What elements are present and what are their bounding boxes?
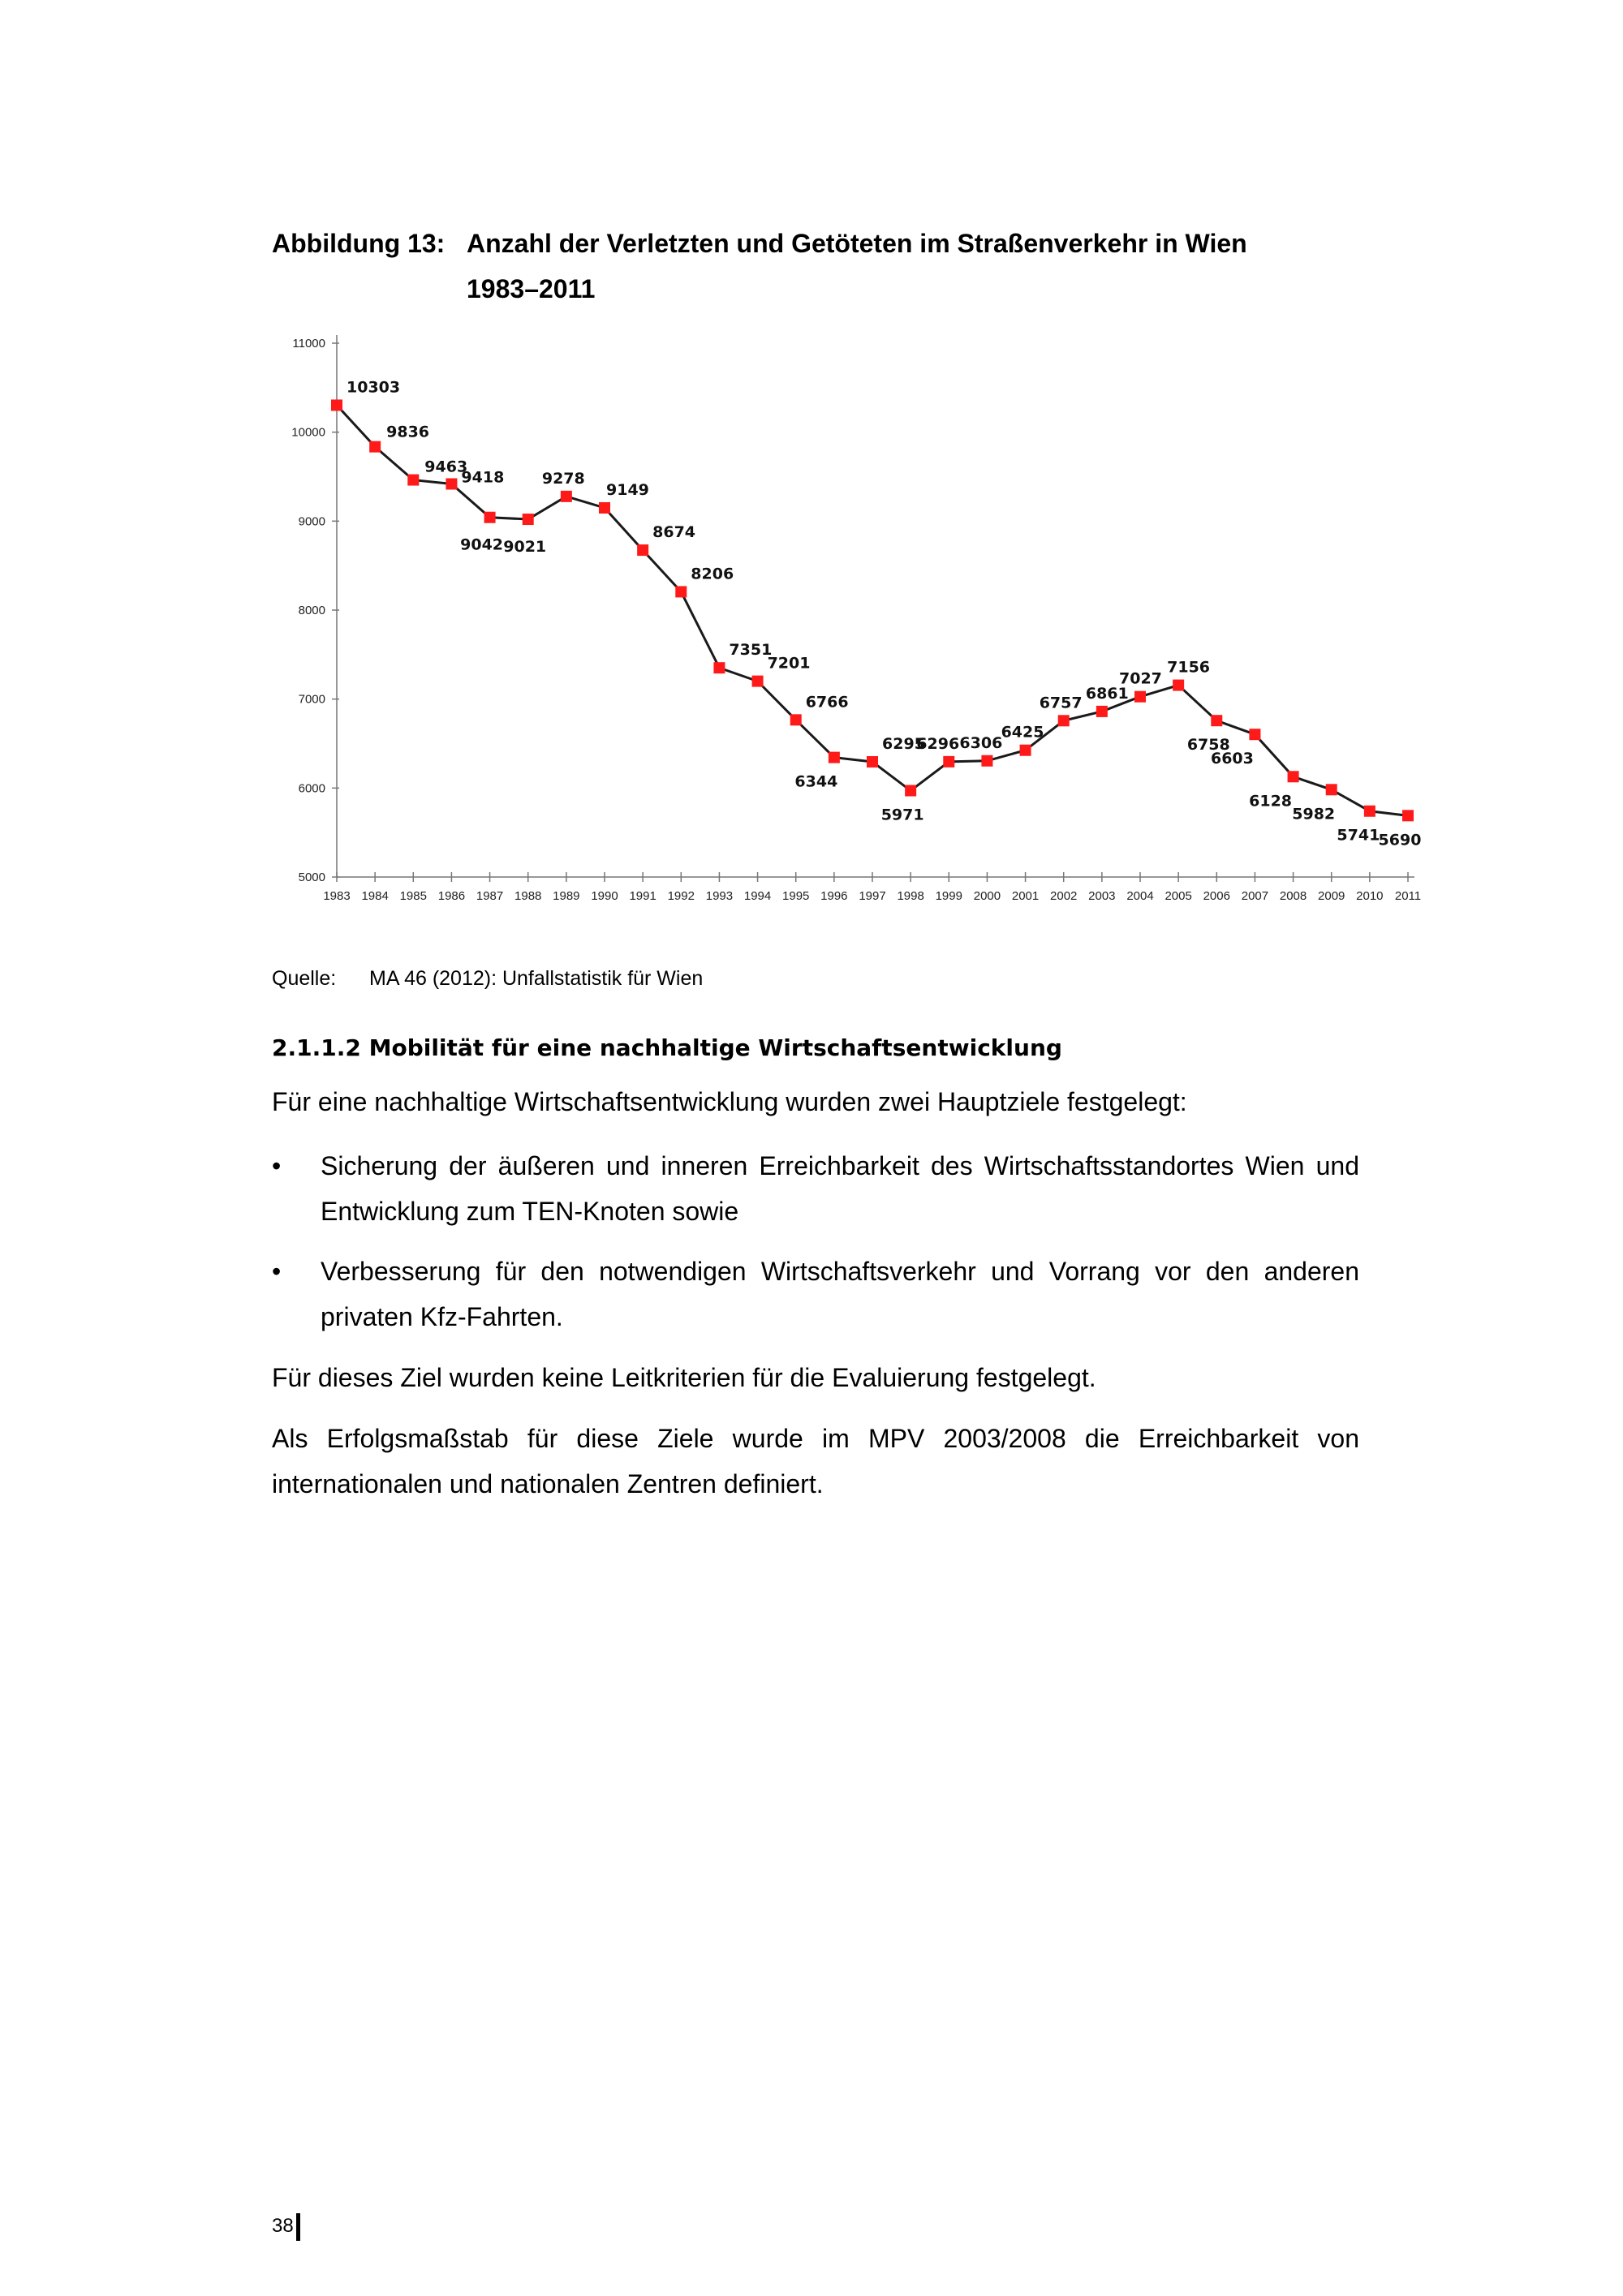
section-heading: 2.1.1.2 Mobilität für eine nachhaltige Wirtschaftsentwicklung [272,1034,1062,1061]
line-chart [276,315,1436,915]
data-label: 5741 [1337,826,1380,845]
x-tick-label: 2008 [1279,889,1307,903]
data-point [523,514,534,525]
data-label: 6757 [1039,694,1083,712]
data-point [675,586,687,597]
paragraph: Als Erfolgsmaßstab für diese Ziele wurde im MPV 2003/2008 die Erreichbarkeit von internationalen und nationalen Zentren definiert. [272,1424,1359,1498]
data-point [331,399,342,411]
data-label: 8674 [652,523,696,542]
data-label: 10303 [347,378,401,397]
data-label: 9418 [461,468,505,487]
y-tick-label: 10000 [291,425,325,440]
data-label: 6425 [1001,723,1044,742]
x-tick-label: 1985 [399,889,427,903]
bullet-dot-icon: • [272,1257,282,1286]
data-point [369,441,381,453]
bullet-text: Sicherung der äußeren und inneren Erreichbarkeit des Wirtschaftsstandortes Wien und Entwicklung zum TEN-Knoten sowie [321,1151,1359,1226]
x-tick-label: 1990 [591,889,618,903]
y-tick-label: 9000 [298,514,325,529]
data-point [637,544,648,556]
x-tick-label: 1983 [323,889,351,903]
data-point [905,785,916,797]
data-label: 6306 [959,733,1003,752]
page-number: 38 [272,2215,294,2237]
x-tick-label: 1989 [553,889,580,903]
x-tick-label: 1995 [782,889,810,903]
x-tick-label: 1993 [705,889,734,903]
bullet-text: Verbesserung für den notwendigen Wirtschaftsverkehr und Vorrang vor den anderen privaten Kfz-Fahrten. [321,1257,1359,1331]
x-tick-label: 1984 [361,889,389,903]
x-tick-label: 2000 [973,889,1001,903]
x-tick-label: 2004 [1126,889,1154,903]
data-label: 6128 [1249,792,1293,810]
data-point [1020,745,1031,756]
data-point [943,756,954,767]
data-point [713,662,725,673]
figure-source [272,967,703,991]
page-number-bar [296,2213,300,2241]
data-label: 7156 [1167,658,1211,677]
figure-title-line2: 1983–2011 [467,274,596,303]
x-tick-label: 1997 [859,889,886,903]
data-point [752,676,764,687]
x-tick-label: 1986 [437,889,466,903]
data-label: 9278 [541,469,585,488]
data-point [1326,784,1337,795]
data-point [981,755,992,767]
data-point [1058,715,1070,726]
data-label: 6295 [882,734,925,753]
data-label: 6344 [794,772,838,791]
data-point [446,478,457,489]
x-tick-label: 1994 [743,889,772,903]
figure-label: Abbildung 13: [272,229,446,258]
x-tick-label: 2009 [1318,889,1345,903]
data-point [1096,706,1108,717]
x-tick-label: 2011 [1394,889,1422,903]
data-label: 6861 [1085,684,1129,703]
data-point [1211,715,1222,726]
bullet-item [272,1143,1359,1234]
y-tick-label: 11000 [292,337,325,350]
x-tick-label: 2002 [1050,889,1078,903]
data-label: 9463 [424,458,468,476]
data-point [829,752,840,763]
data-point [790,714,802,725]
y-tick-label: 5000 [298,871,325,884]
source-label: Quelle: [272,967,337,990]
bullet-item [272,1249,1359,1339]
data-label: 9021 [503,538,547,557]
data-label: 7351 [729,641,773,660]
data-label: 8206 [691,565,734,583]
data-point [1288,771,1299,782]
x-tick-label: 1992 [667,889,695,903]
x-tick-label: 1998 [897,889,924,903]
x-tick-label: 1999 [935,889,962,903]
data-point [1173,680,1184,691]
data-label: 6603 [1210,750,1254,768]
x-tick-label: 1991 [629,889,657,903]
bullet-dot-icon: • [272,1151,282,1180]
data-point [561,491,572,502]
data-point [484,512,496,523]
y-tick-label: 7000 [298,692,325,707]
data-label: 6758 [1186,736,1230,755]
figure-title [272,221,1247,312]
data-point [1364,806,1375,817]
x-tick-label: 1987 [476,889,504,903]
x-tick-label: 2005 [1165,889,1192,903]
source-text: MA 46 (2012): Unfallstatistik für Wien [369,967,704,990]
x-tick-label: 2001 [1011,889,1040,903]
data-point [599,502,610,514]
data-label: 9042 [460,535,504,554]
data-label: 9836 [386,423,430,441]
data-label: 6766 [805,693,849,712]
data-point [1249,729,1260,740]
x-tick-label: 2006 [1203,889,1230,903]
data-label: 5971 [880,806,924,824]
y-tick-label: 6000 [298,781,325,796]
data-point [1134,691,1146,703]
data-label: 5690 [1378,831,1422,849]
paragraph: Für dieses Ziel wurden keine Leitkriterien für die Evaluierung festgelegt. [272,1363,1096,1392]
data-label: 6296 [916,734,960,753]
data-label: 9149 [606,480,649,499]
data-label: 7027 [1119,669,1162,688]
y-tick-label: 8000 [298,604,325,617]
data-point [407,475,419,486]
x-tick-label: 2003 [1088,889,1116,903]
x-tick-label: 1996 [820,889,848,903]
figure-title-line1: Anzahl der Verletzten und Getöteten im Straßenverkehr in Wien [467,229,1247,258]
data-point [867,756,878,767]
data-label: 5982 [1292,805,1336,823]
data-point [1402,810,1414,821]
x-tick-label: 2007 [1241,889,1269,903]
x-tick-label: 1988 [514,889,542,903]
data-label: 7201 [767,654,811,673]
x-tick-label: 2010 [1356,889,1384,903]
section-intro: Für eine nachhaltige Wirtschaftsentwicklung wurden zwei Hauptziele festgelegt: [272,1087,1187,1116]
